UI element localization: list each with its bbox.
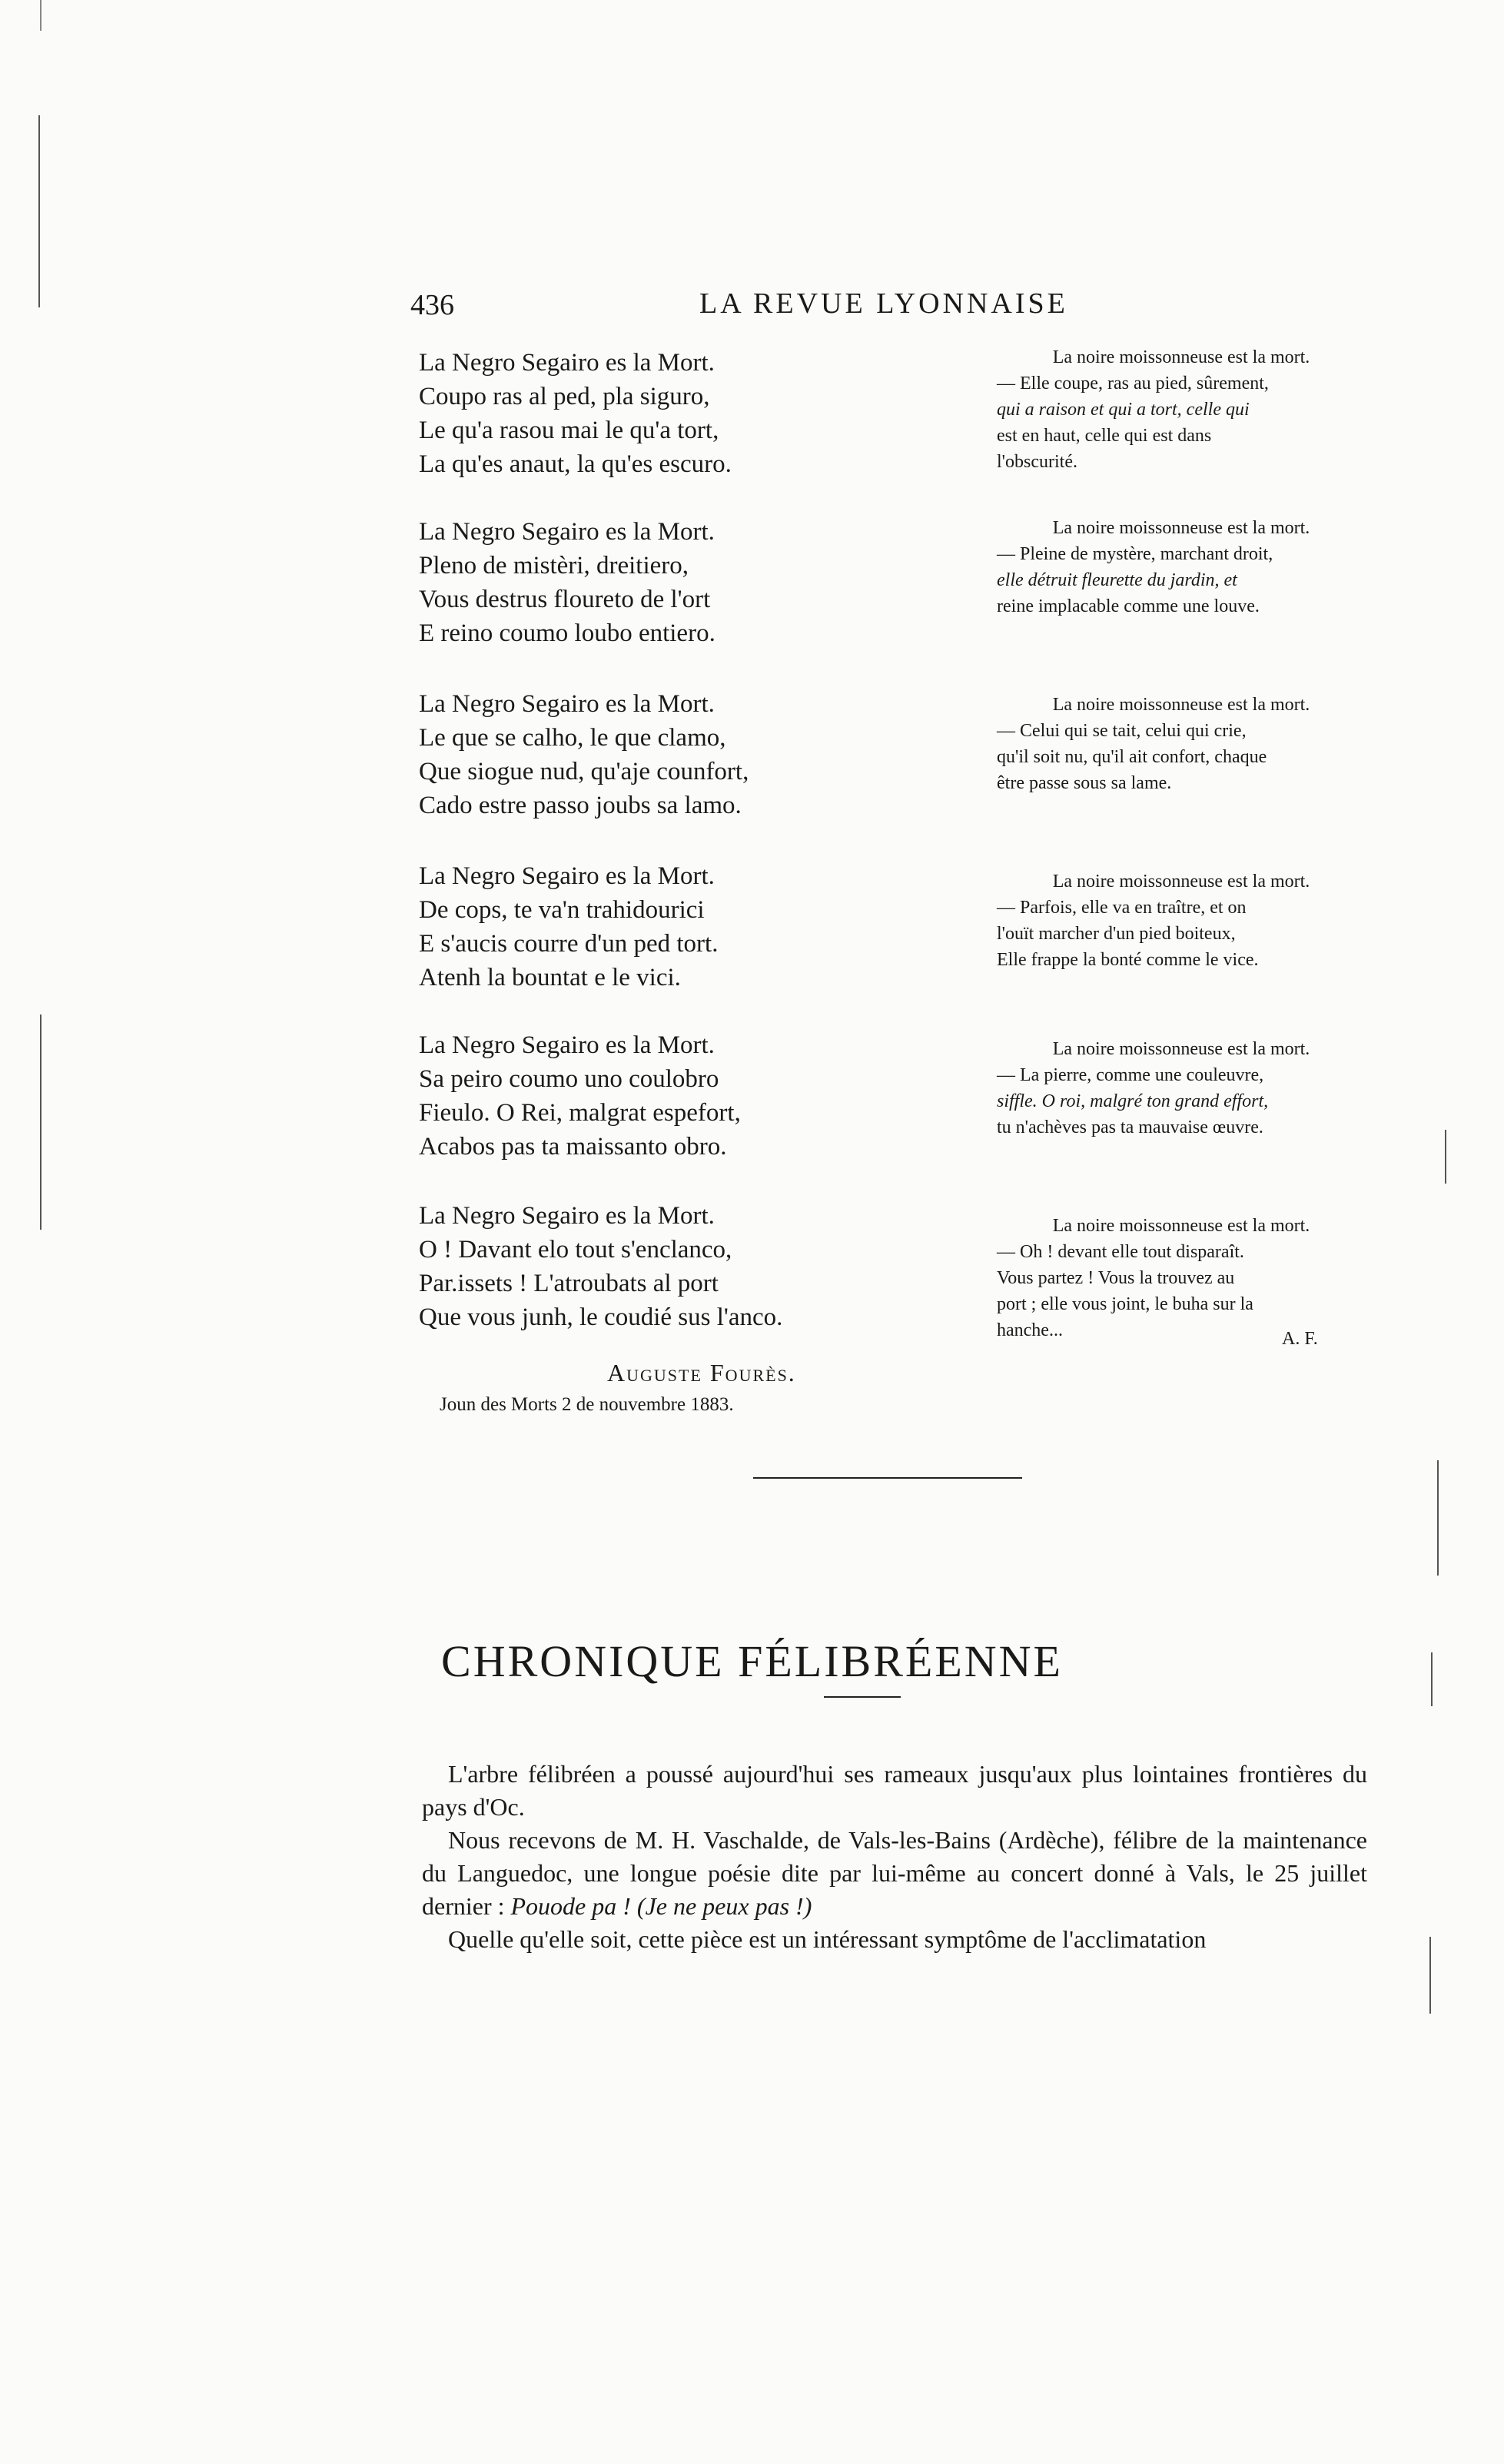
poem-stanza-4 (419, 859, 895, 995)
poem-line: Atenh la bountat e le vici. (419, 964, 681, 991)
translator-initials: A. F. (1282, 1329, 1318, 1349)
poem-line: Acabos pas ta maissanto obro. (419, 1133, 727, 1161)
scan-edge-mark (40, 0, 42, 31)
scan-edge-mark (1431, 1652, 1433, 1706)
translation-1 (997, 344, 1366, 475)
poem-line: La Negro Segairo es la Mort. (419, 1031, 715, 1059)
translation-line: La noire moissonneuse est la mort. (1052, 518, 1310, 538)
poem-line: De cops, te va'n trahidourici (419, 896, 705, 924)
translation-line: tu n'achèves pas ta mauvaise œuvre. (997, 1117, 1263, 1137)
poem-line: La Negro Segairo es la Mort. (419, 518, 715, 546)
translation-line: l'ouït marcher d'un pied boiteux, (997, 924, 1236, 944)
translation-line: l'obscurité. (997, 452, 1077, 472)
translation-line: La noire moissonneuse est la mort. (1052, 347, 1310, 367)
poem-stanza-1 (419, 346, 895, 481)
poem-line: La Negro Segairo es la Mort. (419, 349, 715, 377)
poem-stanza-5 (419, 1028, 895, 1164)
page-number: 436 (410, 289, 454, 321)
translation-6 (997, 1213, 1366, 1343)
section-divider (753, 1477, 1022, 1479)
translation-line: port ; elle vous joint, le buha sur la (997, 1294, 1253, 1314)
poem-line: La qu'es anaut, la qu'es escuro. (419, 450, 732, 478)
chronicle-body (422, 1758, 1367, 1956)
translation-line: elle détruit fleurette du jardin, et (997, 570, 1237, 590)
translation-line: — Pleine de mystère, marchant droit, (997, 544, 1273, 564)
poem-line: Par.issets ! L'atroubats al port (419, 1270, 719, 1297)
translation-line: qu'il soit nu, qu'il ait confort, chaque (997, 747, 1267, 767)
poem-line: Que siogue nud, qu'aje counfort, (419, 758, 749, 785)
scan-edge-mark (1429, 1937, 1431, 2014)
poem-line: Pleno de mistèri, dreitiero, (419, 552, 689, 579)
title-underline (824, 1696, 901, 1698)
poem-line: Coupo ras al ped, pla siguro, (419, 383, 710, 410)
poem-stanza-3 (419, 687, 895, 822)
translation-line: La noire moissonneuse est la mort. (1052, 1216, 1310, 1236)
poem-line: O ! Davant elo tout s'enclanco, (419, 1236, 732, 1264)
translation-line: qui a raison et qui a tort, celle qui (997, 400, 1250, 420)
translation-line: La noire moissonneuse est la mort. (1052, 872, 1310, 892)
poem-line: E s'aucis courre d'un ped tort. (419, 930, 719, 958)
poem-line: La Negro Segairo es la Mort. (419, 1202, 715, 1230)
paragraph-3: Quelle qu'elle soit, cette pièce est un intéressant symptôme de l'acclimatation (448, 1925, 1207, 1953)
translation-line: reine implacable comme une louve. (997, 596, 1260, 616)
paragraph-2-text: Nous recevons de M. H. Vaschalde, de Vals-les-Bains (Ardèche), félibre de la maintenance du Languedoc, une longue poésie dite par lui-même au concert donné à Vals, le 25 juillet dernier : (422, 1826, 1367, 1920)
poem-line: Le que se calho, le que clamo, (419, 724, 726, 752)
poem-title-reference: Pouode pa ! (Je ne peux pas !) (510, 1892, 812, 1920)
translation-2 (997, 515, 1366, 619)
translation-line: — Parfois, elle va en traître, et on (997, 898, 1247, 918)
poem-line: Cado estre passo joubs sa lamo. (419, 792, 742, 819)
translation-line: siffle. O roi, malgré ton grand effort, (997, 1091, 1269, 1111)
scan-edge-mark (1437, 1460, 1439, 1576)
scan-edge-mark (38, 115, 40, 307)
poem-stanza-2 (419, 515, 895, 650)
translation-line: La noire moissonneuse est la mort. (1052, 1039, 1310, 1059)
scan-edge-mark (1445, 1130, 1446, 1184)
translation-line: hanche... (997, 1320, 1063, 1340)
paragraph-1: L'arbre félibréen a poussé aujourd'hui ses rameaux jusqu'aux plus lointaines frontières du pays d'Oc. (422, 1760, 1367, 1821)
poem-date: Joun des Morts 2 de nouvembre 1883. (440, 1394, 734, 1415)
poem-author: Auguste Fourès. (607, 1359, 796, 1386)
poem-line: La Negro Segairo es la Mort. (419, 690, 715, 718)
poem-line: La Negro Segairo es la Mort. (419, 862, 715, 890)
poem-line: Vous destrus floureto de l'ort (419, 586, 711, 613)
poem-line: Le qu'a rasou mai le qu'a tort, (419, 417, 719, 444)
poem-line: E reino coumo loubo entiero. (419, 619, 715, 647)
translation-3 (997, 692, 1366, 796)
poem-line: Fieulo. O Rei, malgrat espefort, (419, 1099, 741, 1127)
translation-line: La noire moissonneuse est la mort. (1052, 695, 1310, 715)
translation-line: est en haut, celle qui est dans (997, 426, 1212, 446)
section-title: CHRONIQUE FÉLIBRÉENNE (441, 1636, 1063, 1686)
translation-line: — Oh ! devant elle tout disparaît. (997, 1242, 1244, 1262)
journal-title: LA REVUE LYONNAISE (699, 287, 1068, 320)
paragraph-2 (422, 1824, 1367, 1923)
poem-line: Que vous junh, le coudié sus l'anco. (419, 1303, 783, 1331)
translation-line: être passe sous sa lame. (997, 773, 1172, 793)
translation-line: Vous partez ! Vous la trouvez au (997, 1268, 1235, 1288)
translation-5 (997, 1036, 1366, 1141)
translation-line: Elle frappe la bonté comme le vice. (997, 950, 1259, 970)
translation-line: — Elle coupe, ras au pied, sûrement, (997, 374, 1269, 394)
poem-stanza-6 (419, 1199, 895, 1334)
translation-line: — Celui qui se tait, celui qui crie, (997, 721, 1247, 741)
poem-line: Sa peiro coumo uno coulobro (419, 1065, 719, 1093)
translation-line: — La pierre, comme une couleuvre, (997, 1065, 1264, 1085)
scan-edge-mark (40, 1014, 42, 1230)
translation-4 (997, 868, 1366, 973)
